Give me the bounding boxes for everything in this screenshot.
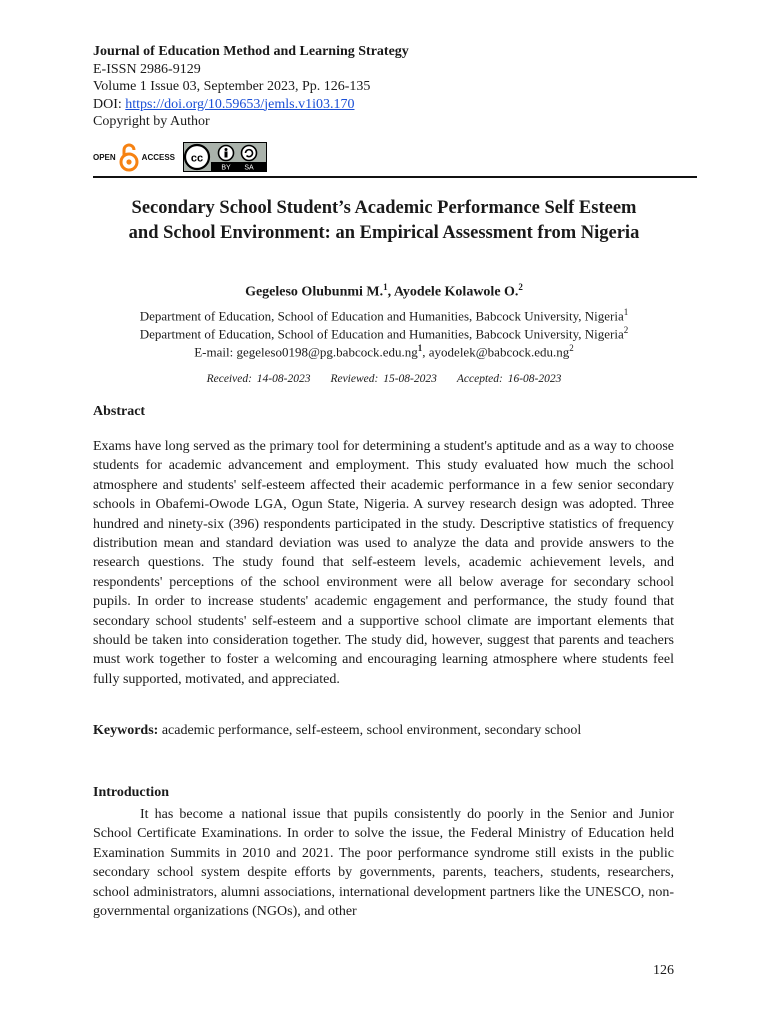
email-label: E-mail:	[194, 344, 237, 360]
journal-name: Journal of Education Method and Learning Strategy	[93, 44, 409, 59]
keywords-line	[93, 723, 674, 739]
email-line	[80, 339, 688, 361]
journal-volume: Volume 1 Issue 03, September 2023, Pp. 126-135	[93, 79, 371, 94]
submission-dates	[80, 373, 688, 385]
doi-link[interactable]: https://doi.org/10.59653/jemls.v1i03.170	[125, 96, 355, 112]
email-1-sup: 1	[417, 343, 423, 353]
paper-title-line-1: Secondary School Student’s Academic Performance Self Esteem	[131, 198, 637, 218]
paper-title	[80, 196, 688, 246]
license-badges	[93, 140, 267, 174]
reviewed-date: Reviewed: 15-08-2023	[330, 373, 437, 385]
author-2-sup: 2	[518, 282, 523, 292]
author-separator: ,	[387, 284, 394, 300]
paper-title-line-2: and School Environment: an Empirical Assessment from Nigeria	[128, 223, 640, 243]
introduction-text: It has become a national issue that pupils consistently do poorly in the Senior and Junior School Certificate Examinations. In order to solve the issue, the Federal Ministry of Education held Examination Summits in 2010 and 2021. The poor performance syndrome still exists in the public secondary school system despite efforts by governments, parents, teachers, students, researchers, school administrators, alumni associations, international development partners like the UNESCO, non-governmental organizations (NGOs), and other	[93, 807, 674, 920]
cc-by-label: BY	[221, 164, 231, 172]
open-access-left-text: OPEN	[93, 152, 116, 162]
doi-label: DOI:	[93, 96, 126, 112]
author-2: Ayodele Kolawole O.	[393, 284, 519, 300]
copyright-line: Copyright by Author	[93, 114, 210, 129]
email-2-sup: 2	[569, 343, 574, 353]
affiliation-text: Department of Education, School of Education and Humanities, Babcock University, Nigeria	[139, 308, 624, 324]
affiliation-sup: 1	[623, 307, 629, 317]
author-1-sup: 1	[383, 282, 388, 292]
header-rule	[93, 176, 697, 178]
open-access-logo[interactable]	[93, 142, 175, 172]
affiliation-sup: 2	[623, 325, 629, 335]
cc-by-sa-badge-icon[interactable]	[183, 142, 267, 172]
abstract-heading: Abstract	[93, 404, 146, 419]
journal-header	[93, 43, 409, 131]
email-separator: ,	[422, 344, 429, 360]
keywords-label: Keywords:	[93, 723, 159, 738]
cc-sa-label: SA	[244, 164, 254, 172]
author-list	[80, 282, 688, 301]
email-2[interactable]: ayodelek@babcock.edu.ng	[428, 344, 570, 360]
open-access-right-text: ACCESS	[141, 152, 176, 162]
affiliation-text: Department of Education, School of Education and Humanities, Babcock University, Nigeria	[139, 326, 624, 342]
received-date: Received: 14-08-2023	[206, 373, 311, 385]
author-1: Gegeleso Olubunmi M.	[245, 284, 384, 300]
accepted-date: Accepted: 16-08-2023	[456, 373, 562, 385]
journal-doi	[93, 96, 409, 114]
introduction-heading: Introduction	[93, 785, 169, 800]
journal-eissn: E-ISSN 2986-9129	[93, 61, 201, 77]
page-number: 126	[653, 963, 674, 978]
svg-text:cc: cc	[190, 152, 204, 165]
email-1[interactable]: gegeleso0198@pg.babcock.edu.ng	[236, 344, 418, 360]
abstract-text: Exams have long served as the primary tool for determining a student's aptitude and as a way to choose students for academic advancement and employment. This study evaluated how much the school atmosphere and students' self-esteem affected their academic performance in a few senior secondary schools in Obafemi-Owode LGA, Ogun State, Nigeria. A survey research design was adopted. Three hundred and ninety-six (396) respondents participated in the study. Descriptive statistics of frequency distribution mean and standard deviation was used to analyze the data and provide answers to the research questions. The study found that self-esteem levels, academic achievement levels, and respondents' perceptions of the school environment were all below average for secondary school pupils. In order to increase students' academic engagement and performance, the study found that secondary school students' self-esteem and a supportive school climate are important elements that should be taken into consideration together. The study did, however, suggest that parents and teachers must work together to foster a welcoming and encouraging learning atmosphere where students feel fully supported, motivated, and appreciated.	[93, 439, 674, 687]
keywords-text: academic performance, self-esteem, school environment, secondary school	[158, 723, 582, 738]
open-lock-icon	[118, 142, 140, 172]
